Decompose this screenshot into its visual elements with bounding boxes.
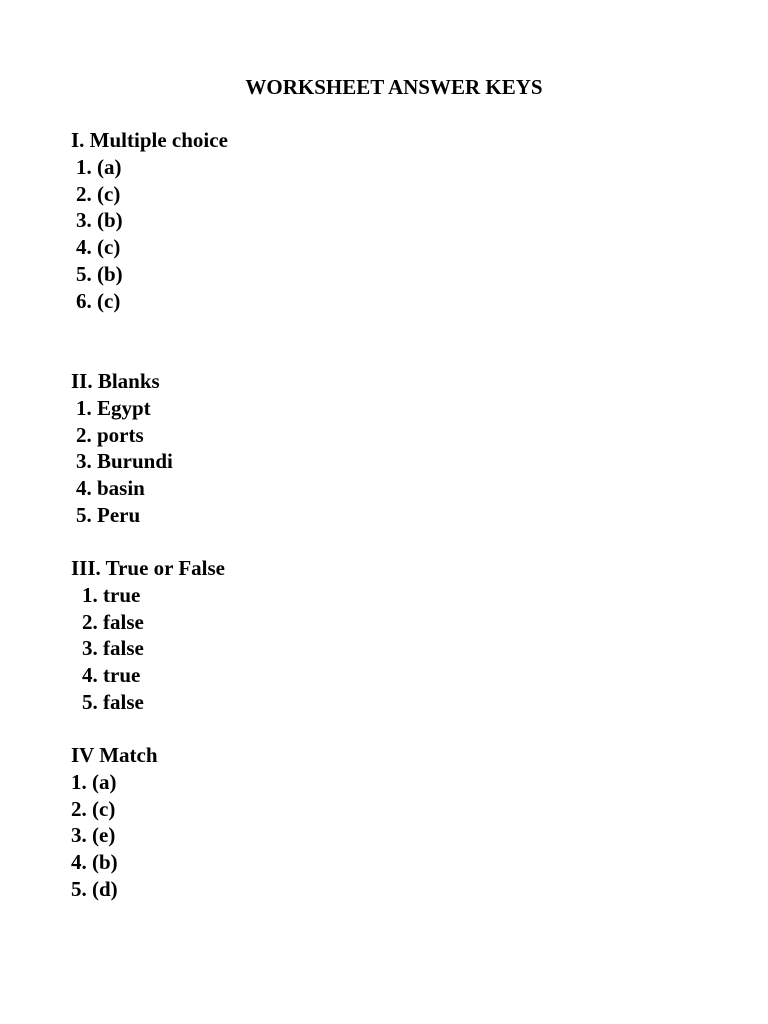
answer-item: 4. basin [76, 476, 145, 501]
answer-item: 1. Egypt [76, 395, 151, 420]
answer-item: 2. (c) [71, 796, 116, 821]
answer-item: 5. (b) [76, 261, 123, 286]
answer-item: 2. (c) [76, 181, 121, 206]
answer-list [71, 154, 228, 315]
page-title: WORKSHEET ANSWER KEYS [245, 75, 543, 99]
answer-item: 5. (d) [71, 876, 118, 901]
answer-item: 3. (e) [71, 823, 116, 848]
answer-list [71, 769, 158, 903]
answer-item: 3. (b) [76, 208, 123, 233]
answer-item: 4. true [82, 663, 141, 688]
answer-item: 5. Peru [76, 502, 141, 527]
section-heading: IV Match [71, 743, 158, 767]
answer-item: 4. (c) [76, 235, 121, 260]
section-multiple-choice [71, 127, 228, 315]
answer-item: 2. false [82, 609, 144, 634]
answer-item: 4. (b) [71, 850, 118, 875]
section-heading: II. Blanks [71, 369, 160, 393]
section-blanks [71, 368, 173, 529]
answer-item: 1. true [82, 582, 141, 607]
section-true-or-false [71, 555, 225, 716]
section-heading: I. Multiple choice [71, 128, 228, 152]
answer-item: 2. ports [76, 422, 144, 447]
section-match [71, 742, 158, 903]
answer-list [71, 582, 225, 716]
answer-item: 5. false [82, 689, 144, 714]
answer-item: 6. (c) [76, 288, 121, 313]
answer-item: 3. Burundi [76, 449, 173, 474]
answer-list [71, 395, 173, 529]
answer-item: 3. false [82, 636, 144, 661]
answer-item: 1. (a) [76, 154, 122, 179]
section-heading: III. True or False [71, 556, 226, 580]
answer-item: 1. (a) [71, 769, 117, 794]
